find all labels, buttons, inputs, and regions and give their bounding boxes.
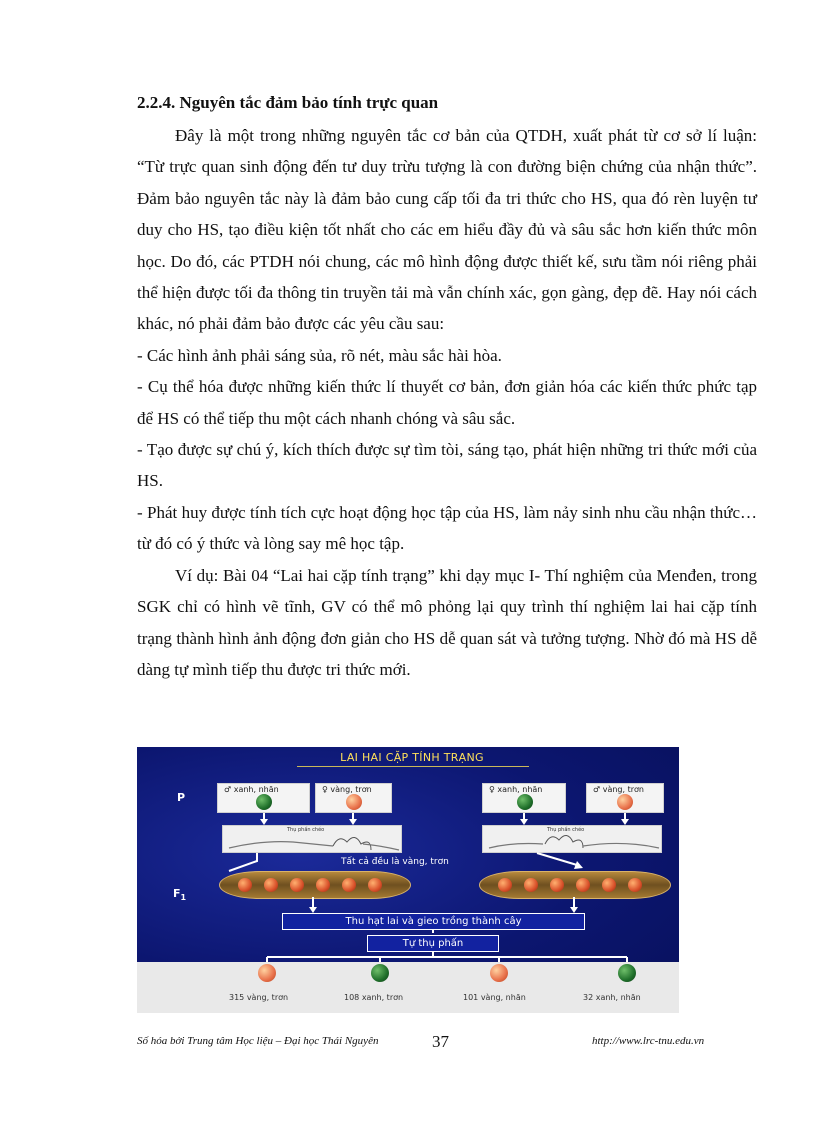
green-round-seed xyxy=(371,964,389,982)
yellow-wrinkled-seed xyxy=(490,964,508,982)
bullet-item: - Các hình ảnh phải sáng sủa, rõ nét, màu sắc hài hòa. xyxy=(137,345,502,365)
pollination-illustration: Thụ phấn chéo xyxy=(222,825,402,853)
step-self-pollination-box: Tự thụ phấn xyxy=(367,935,499,952)
parent-box: ♂ vàng, trơn xyxy=(586,783,664,813)
generation-f1-label: $F_1$ xyxy=(173,887,187,903)
pollination-illustration: Thụ phấn chéo xyxy=(482,825,662,853)
paragraph-principle: Đây là một trong những nguyên tắc cơ bản của QTDH, xuất phát từ cơ sở lí luận: “Từ trực quan sinh động đến tư duy trừu tượng là con đường biện chứng của nhận thức”. Đảm bảo nguyên tắc này là đảm bảo cung cấp tối đa tri thức cho HS, qua đó rèn luyện tư duy cho HS, tạo điều kiện tốt nhất cho các em hiểu đầy đủ và sâu sắc hơn kiến thức môn học. Do đó, các PTDH nói chung, các mô hình động được thiết kế, sưu tầm nói riêng phải thể hiện được tối đa thông tin truyền tải mà vẫn chính xác, gọn gàng, đẹp đẽ. Hay nói cách khác, nó phải đảm bảo được các yêu cầu sau: xyxy=(137,126,757,334)
section-heading: 2.2.4. Nguyên tắc đảm bảo tính trực quan xyxy=(137,93,439,112)
f2-result-label: 101 vàng, nhăn xyxy=(463,993,526,1002)
bullet-item: - Tạo được sự chú ý, kích thích được sự tìm tòi, sáng tạo, phát hiện những tri thức mới của HS. xyxy=(137,440,757,491)
f2-result-label: 315 vàng, trơn xyxy=(229,993,289,1002)
f1-note: Tất cả đều là vàng, trơn xyxy=(341,857,449,867)
footer-url[interactable]: http://www.lrc-tnu.edu.vn xyxy=(592,1035,705,1047)
footer-publisher: Số hóa bởi Trung tâm Học liệu – Đại học Thái Nguyên xyxy=(137,1035,379,1047)
generation-p-label: P xyxy=(177,791,186,804)
paragraph-example: Ví dụ: Bài 04 “Lai hai cặp tính trạng” khi dạy mục I- Thí nghiệm của Menđen, trong SGK chỉ có hình vẽ tĩnh, GV có thể mô phỏng lại quy trình thí nghiệm lai hai cặp tính trạng thành hình ảnh động đơn giản cho HS dễ quan sát và tưởng tượng. Nhờ đó mà HS dễ dàng tự mình tiếp thu được tri thức mới. xyxy=(137,565,757,679)
yellow-round-seed xyxy=(258,964,276,982)
step-grow-box: Thu hạt lai và gieo trồng thành cây xyxy=(282,913,585,930)
figure-title: LAI HAI CẶP TÍNH TRẠNG xyxy=(340,751,484,764)
f2-result-label: 32 xanh, nhăn xyxy=(583,993,641,1002)
body-text xyxy=(137,92,757,685)
parent-box: ♂ xanh, nhăn xyxy=(217,783,310,813)
parent-box: ♀ vàng, trơn xyxy=(315,783,392,813)
parent-box: ♀ xanh, nhăn xyxy=(482,783,566,813)
f2-result-label: 108 xanh, trơn xyxy=(344,993,404,1002)
page-number: 37 xyxy=(432,1032,449,1051)
green-wrinkled-seed xyxy=(618,964,636,982)
bullet-item: - Cụ thể hóa được những kiến thức lí thuyết cơ bản, đơn giản hóa các kiến thức phức tạp để HS có thể tiếp thu một cách nhanh chóng và sâu sắc. xyxy=(137,377,757,428)
f2-results-band xyxy=(137,962,679,1013)
bullet-item: - Phát huy được tính tích cực hoạt động học tập của HS, làm nảy sinh nhu cầu nhận thức… từ đó có ý thức và lòng say mê học tập. xyxy=(137,502,757,554)
cross-diagram-figure xyxy=(137,747,679,1013)
